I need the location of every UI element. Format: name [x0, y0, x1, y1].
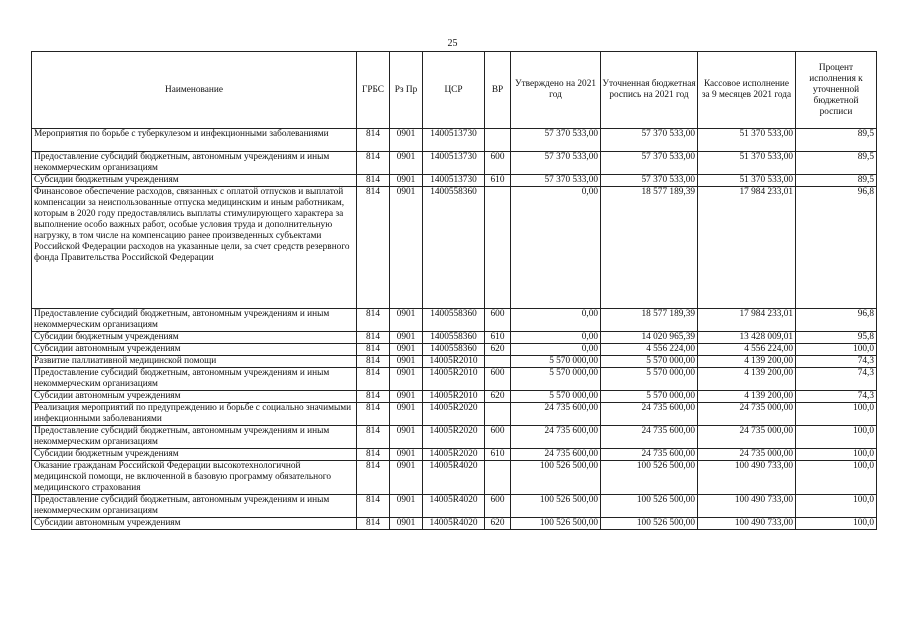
header-percent: Процент исполнения к уточненной бюджетной росписи: [796, 52, 877, 129]
cell-vr: 600: [485, 495, 511, 518]
cell-vr: 620: [485, 344, 511, 356]
cell-approved: 57 370 533,00: [511, 129, 601, 152]
cell-name: Развитие паллиативной медицинской помощи: [32, 356, 357, 368]
table-header-row: [32, 52, 877, 129]
cell-rz-pr: 0901: [390, 187, 423, 309]
cell-percent: 100,0: [796, 344, 877, 356]
cell-grbs: 814: [357, 344, 390, 356]
cell-vr: 620: [485, 391, 511, 403]
header-rz-pr: Рз Пр: [390, 52, 423, 129]
cell-rz-pr: 0901: [390, 391, 423, 403]
table-row: [32, 391, 877, 403]
cell-approved: 0,00: [511, 332, 601, 344]
cell-approved: 100 526 500,00: [511, 495, 601, 518]
cell-vr: 600: [485, 368, 511, 391]
cell-cash: 100 490 733,00: [698, 461, 796, 495]
cell-percent: 74,3: [796, 391, 877, 403]
cell-name: Субсидии автономным учреждениям: [32, 518, 357, 530]
cell-rz-pr: 0901: [390, 332, 423, 344]
cell-approved: 0,00: [511, 187, 601, 309]
cell-cash: 100 490 733,00: [698, 518, 796, 530]
cell-rz-pr: 0901: [390, 449, 423, 461]
cell-csr: 14005R2020: [423, 449, 485, 461]
cell-cash: 4 139 200,00: [698, 356, 796, 368]
table-row: [32, 344, 877, 356]
cell-percent: 74,3: [796, 368, 877, 391]
cell-percent: 100,0: [796, 461, 877, 495]
table-row: [32, 426, 877, 449]
cell-approved: 5 570 000,00: [511, 391, 601, 403]
table-body: [32, 129, 877, 530]
cell-percent: 100,0: [796, 426, 877, 449]
cell-vr: [485, 187, 511, 309]
cell-cash: 13 428 009,01: [698, 332, 796, 344]
cell-percent: 95,8: [796, 332, 877, 344]
cell-cash: 4 139 200,00: [698, 368, 796, 391]
cell-grbs: 814: [357, 309, 390, 332]
cell-csr: 1400558360: [423, 187, 485, 309]
cell-csr: 14005R2020: [423, 403, 485, 426]
cell-refined: 100 526 500,00: [601, 518, 698, 530]
cell-grbs: 814: [357, 129, 390, 152]
cell-vr: 610: [485, 175, 511, 187]
header-approved: Утверждено на 2021 год: [511, 52, 601, 129]
cell-cash: 51 370 533,00: [698, 152, 796, 175]
cell-refined: 5 570 000,00: [601, 391, 698, 403]
cell-vr: 600: [485, 152, 511, 175]
cell-percent: 100,0: [796, 495, 877, 518]
cell-vr: [485, 403, 511, 426]
cell-grbs: 814: [357, 449, 390, 461]
table-row: [32, 403, 877, 426]
cell-csr: 1400513730: [423, 129, 485, 152]
cell-refined: 24 735 600,00: [601, 449, 698, 461]
cell-name: Предоставление субсидий бюджетным, автономным учреждениям и иным некоммерческим организациям: [32, 152, 357, 175]
cell-vr: [485, 461, 511, 495]
cell-csr: 14005R4020: [423, 495, 485, 518]
header-csr: ЦСР: [423, 52, 485, 129]
cell-grbs: 814: [357, 426, 390, 449]
cell-csr: 14005R2010: [423, 356, 485, 368]
table-row: [32, 309, 877, 332]
cell-vr: [485, 129, 511, 152]
cell-rz-pr: 0901: [390, 309, 423, 332]
header-vr: ВР: [485, 52, 511, 129]
cell-name: Оказание гражданам Российской Федерации высокотехнологичной медицинской помощи, не включенной в базовую программу обязательного медицинского страхования: [32, 461, 357, 495]
cell-cash: 24 735 000,00: [698, 403, 796, 426]
cell-refined: 18 577 189,39: [601, 309, 698, 332]
cell-csr: 1400558360: [423, 309, 485, 332]
cell-csr: 14005R4020: [423, 461, 485, 495]
cell-cash: 100 490 733,00: [698, 495, 796, 518]
cell-rz-pr: 0901: [390, 152, 423, 175]
header-refined: Уточненная бюджетная роспись на 2021 год: [601, 52, 698, 129]
cell-name: Субсидии бюджетным учреждениям: [32, 332, 357, 344]
cell-refined: 24 735 600,00: [601, 403, 698, 426]
cell-grbs: 814: [357, 152, 390, 175]
cell-cash: 4 556 224,00: [698, 344, 796, 356]
cell-csr: 1400558360: [423, 332, 485, 344]
cell-refined: 57 370 533,00: [601, 129, 698, 152]
cell-name: Субсидии бюджетным учреждениям: [32, 449, 357, 461]
cell-approved: 100 526 500,00: [511, 461, 601, 495]
cell-percent: 89,5: [796, 152, 877, 175]
cell-grbs: 814: [357, 495, 390, 518]
cell-rz-pr: 0901: [390, 426, 423, 449]
cell-rz-pr: 0901: [390, 344, 423, 356]
header-cash: Кассовое исполнение за 9 месяцев 2021 года: [698, 52, 796, 129]
cell-cash: 24 735 000,00: [698, 449, 796, 461]
table-row: [32, 332, 877, 344]
budget-execution-table: [31, 51, 877, 530]
cell-approved: 0,00: [511, 344, 601, 356]
cell-name: Предоставление субсидий бюджетным, автономным учреждениям и иным некоммерческим организациям: [32, 368, 357, 391]
cell-rz-pr: 0901: [390, 356, 423, 368]
cell-cash: 24 735 000,00: [698, 426, 796, 449]
cell-grbs: 814: [357, 518, 390, 530]
cell-rz-pr: 0901: [390, 403, 423, 426]
cell-percent: 100,0: [796, 449, 877, 461]
cell-name: Предоставление субсидий бюджетным, автономным учреждениям и иным некоммерческим организациям: [32, 309, 357, 332]
cell-grbs: 814: [357, 175, 390, 187]
cell-percent: 89,5: [796, 175, 877, 187]
cell-approved: 57 370 533,00: [511, 152, 601, 175]
header-name: Наименование: [32, 52, 357, 129]
cell-cash: 17 984 233,01: [698, 187, 796, 309]
cell-csr: 1400558360: [423, 344, 485, 356]
cell-approved: 24 735 600,00: [511, 449, 601, 461]
cell-csr: 14005R2020: [423, 426, 485, 449]
cell-refined: 14 020 965,39: [601, 332, 698, 344]
cell-vr: [485, 356, 511, 368]
cell-name: Мероприятия по борьбе с туберкулезом и инфекционными заболеваниями: [32, 129, 357, 152]
cell-rz-pr: 0901: [390, 461, 423, 495]
cell-percent: 100,0: [796, 518, 877, 530]
cell-rz-pr: 0901: [390, 175, 423, 187]
cell-cash: 4 139 200,00: [698, 391, 796, 403]
cell-name: Предоставление субсидий бюджетным, автономным учреждениям и иным некоммерческим организациям: [32, 495, 357, 518]
cell-refined: 24 735 600,00: [601, 426, 698, 449]
cell-csr: 1400513730: [423, 152, 485, 175]
cell-refined: 5 570 000,00: [601, 356, 698, 368]
cell-name: Субсидии автономным учреждениям: [32, 391, 357, 403]
cell-refined: 100 526 500,00: [601, 461, 698, 495]
cell-rz-pr: 0901: [390, 129, 423, 152]
cell-approved: 24 735 600,00: [511, 426, 601, 449]
table-row: [32, 461, 877, 495]
cell-percent: 96,8: [796, 187, 877, 309]
cell-grbs: 814: [357, 391, 390, 403]
cell-vr: 620: [485, 518, 511, 530]
cell-vr: 600: [485, 426, 511, 449]
cell-grbs: 814: [357, 356, 390, 368]
cell-vr: 600: [485, 309, 511, 332]
cell-approved: 100 526 500,00: [511, 518, 601, 530]
cell-approved: 5 570 000,00: [511, 356, 601, 368]
cell-vr: 610: [485, 332, 511, 344]
table-row: [32, 495, 877, 518]
table-row: [32, 518, 877, 530]
cell-rz-pr: 0901: [390, 495, 423, 518]
cell-grbs: 814: [357, 368, 390, 391]
table-row: [32, 129, 877, 152]
cell-csr: 14005R2010: [423, 391, 485, 403]
cell-vr: 610: [485, 449, 511, 461]
cell-name: Реализация мероприятий по предупреждению и борьбе с социально значимыми инфекционными заболеваниями: [32, 403, 357, 426]
cell-approved: 57 370 533,00: [511, 175, 601, 187]
cell-cash: 17 984 233,01: [698, 309, 796, 332]
cell-refined: 100 526 500,00: [601, 495, 698, 518]
cell-percent: 96,8: [796, 309, 877, 332]
cell-grbs: 814: [357, 403, 390, 426]
table-row: [32, 187, 877, 309]
cell-name: Предоставление субсидий бюджетным, автономным учреждениям и иным некоммерческим организациям: [32, 426, 357, 449]
cell-percent: 89,5: [796, 129, 877, 152]
cell-grbs: 814: [357, 332, 390, 344]
cell-refined: 18 577 189,39: [601, 187, 698, 309]
cell-approved: 24 735 600,00: [511, 403, 601, 426]
cell-cash: 51 370 533,00: [698, 129, 796, 152]
cell-refined: 4 556 224,00: [601, 344, 698, 356]
table-row: [32, 368, 877, 391]
cell-name: Субсидии автономным учреждениям: [32, 344, 357, 356]
cell-grbs: 814: [357, 461, 390, 495]
table-row: [32, 449, 877, 461]
cell-csr: 14005R4020: [423, 518, 485, 530]
cell-approved: 0,00: [511, 309, 601, 332]
table-row: [32, 356, 877, 368]
cell-refined: 57 370 533,00: [601, 175, 698, 187]
cell-csr: 1400513730: [423, 175, 485, 187]
table-row: [32, 152, 877, 175]
header-grbs: ГРБС: [357, 52, 390, 129]
cell-percent: 74,3: [796, 356, 877, 368]
cell-approved: 5 570 000,00: [511, 368, 601, 391]
cell-refined: 5 570 000,00: [601, 368, 698, 391]
cell-name: Финансовое обеспечение расходов, связанных с оплатой отпусков и выплатой компенсации за неиспользованные отпуска медицинским и иным работникам, которым в 2020 году предоставлялись выплаты стимулирующего характера за выполнение особо важных работ, особые условия труда и дополнительную нагрузку, в том числе на компенсацию ранее произведенных субъектами Российской Федерации расходов на указанные цели, за счет средств резервного фонда Правительства Российской Федерации: [32, 187, 357, 309]
cell-cash: 51 370 533,00: [698, 175, 796, 187]
table-row: [32, 175, 877, 187]
cell-csr: 14005R2010: [423, 368, 485, 391]
cell-name: Субсидии бюджетным учреждениям: [32, 175, 357, 187]
cell-refined: 57 370 533,00: [601, 152, 698, 175]
cell-rz-pr: 0901: [390, 368, 423, 391]
cell-rz-pr: 0901: [390, 518, 423, 530]
cell-grbs: 814: [357, 187, 390, 309]
page-number: 25: [447, 38, 458, 49]
cell-percent: 100,0: [796, 403, 877, 426]
